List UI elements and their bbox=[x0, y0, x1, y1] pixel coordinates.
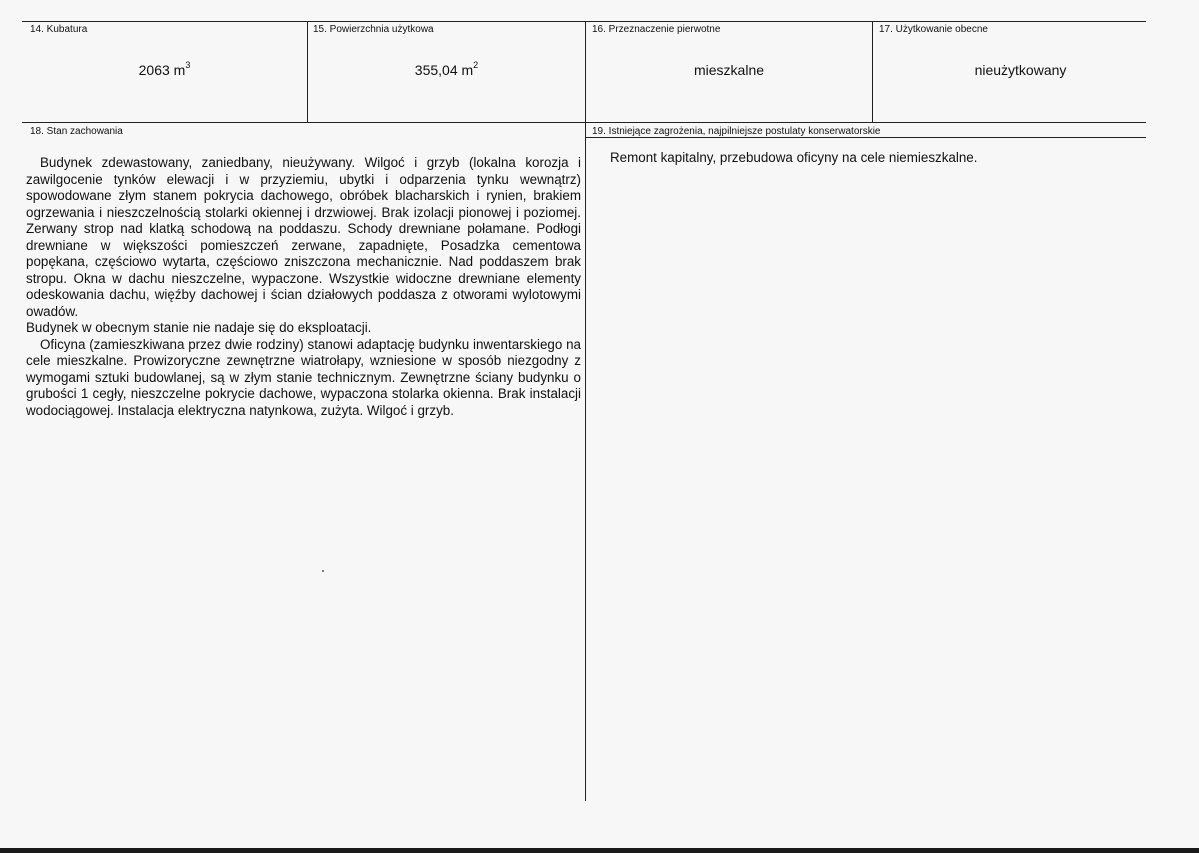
field-15-value-text: 355,04 m bbox=[414, 62, 474, 78]
field-14-value-exponent: 3 bbox=[185, 60, 191, 70]
divider-15-16 bbox=[585, 21, 586, 801]
field-14-value bbox=[22, 62, 307, 78]
field-14-value-text: 2063 m bbox=[138, 62, 186, 78]
field-16-value: mieszkalne bbox=[693, 62, 765, 78]
field-17-value: nieużytkowany bbox=[974, 62, 1067, 78]
field-15-label: 15. Powierzchnia użytkowa bbox=[313, 24, 434, 35]
field-18-label: 18. Stan zachowania bbox=[30, 126, 123, 137]
top-row-bottom-border bbox=[22, 122, 1146, 123]
field-15-value bbox=[308, 62, 585, 78]
field-18-text bbox=[26, 155, 581, 419]
field-14-label: 14. Kubatura bbox=[30, 24, 88, 35]
top-row-top-border bbox=[22, 21, 1146, 22]
field-18-paragraph: Budynek w obecnym stanie nie nadaje się do eksploatacji. bbox=[26, 320, 372, 335]
field-19-text bbox=[610, 150, 1130, 167]
field-18-paragraph: Budynek zdewastowany, zaniedbany, nieużywany. Wilgoć i grzyb (lokalna korozja i zawilgocenie tynków elewacji i w przyziemiu, ubytki i odparzenia tynku wewnątrz) spowodowane złym stanem pokrycia dachowego, obróbek blacharskich i rynien, brakiem ogrzewania i nieszczelnością stolarki okiennej i drzwiowej. Brak izolacji pionowej i poziomej. Zerwany strop nad klatką schodową na poddaszu. Schody drewniane połamane. Podłogi drewniane w większości pomieszczeń zerwane, zapadnięte, Posadzka cementowa popękana, częściowo wytarta, częściowo zniszczona mechanicznie. Nad poddaszem brak stropu. Okna w dachu nieszczelne, wypaczone. Wszystkie widoczne drewniane elementy odeskowania dachu, więźby dachowej i ścian działowych poddasza z otworami wylotowymi owadów. bbox=[26, 155, 581, 319]
scan-speck bbox=[322, 570, 324, 572]
field-15-value-exponent: 2 bbox=[473, 60, 479, 70]
field-19-paragraph: Remont kapitalny, przebudowa oficyny na cele niemieszkalne. bbox=[610, 150, 978, 165]
field-17-label: 17. Użytkowanie obecne bbox=[879, 24, 988, 35]
field-19-label: 19. Istniejące zagrożenia, najpilniejsze postulaty konserwatorskie bbox=[592, 126, 881, 137]
scan-bottom-edge bbox=[0, 848, 1199, 853]
field-18-paragraph: Oficyna (zamieszkiwana przez dwie rodziny) stanowi adaptację budynku inwentarskiego na cele mieszkalne. Prowizoryczne zewnętrzne wiatrołapy, wzniesione w sposób niezgodny z wymogami sztuki budowlanej, są w złym stanie technicznym. Zewnętrzne ściany budynku o grubości 1 cegły, nieszczelne pokrycie dachowe, wypaczona stolarka okienna. Brak instalacji wodociągowej. Instalacja elektryczna natynkowa, zużyta. Wilgoć i grzyb. bbox=[26, 336, 581, 418]
field-16-label: 16. Przeznaczenie pierwotne bbox=[592, 24, 721, 35]
